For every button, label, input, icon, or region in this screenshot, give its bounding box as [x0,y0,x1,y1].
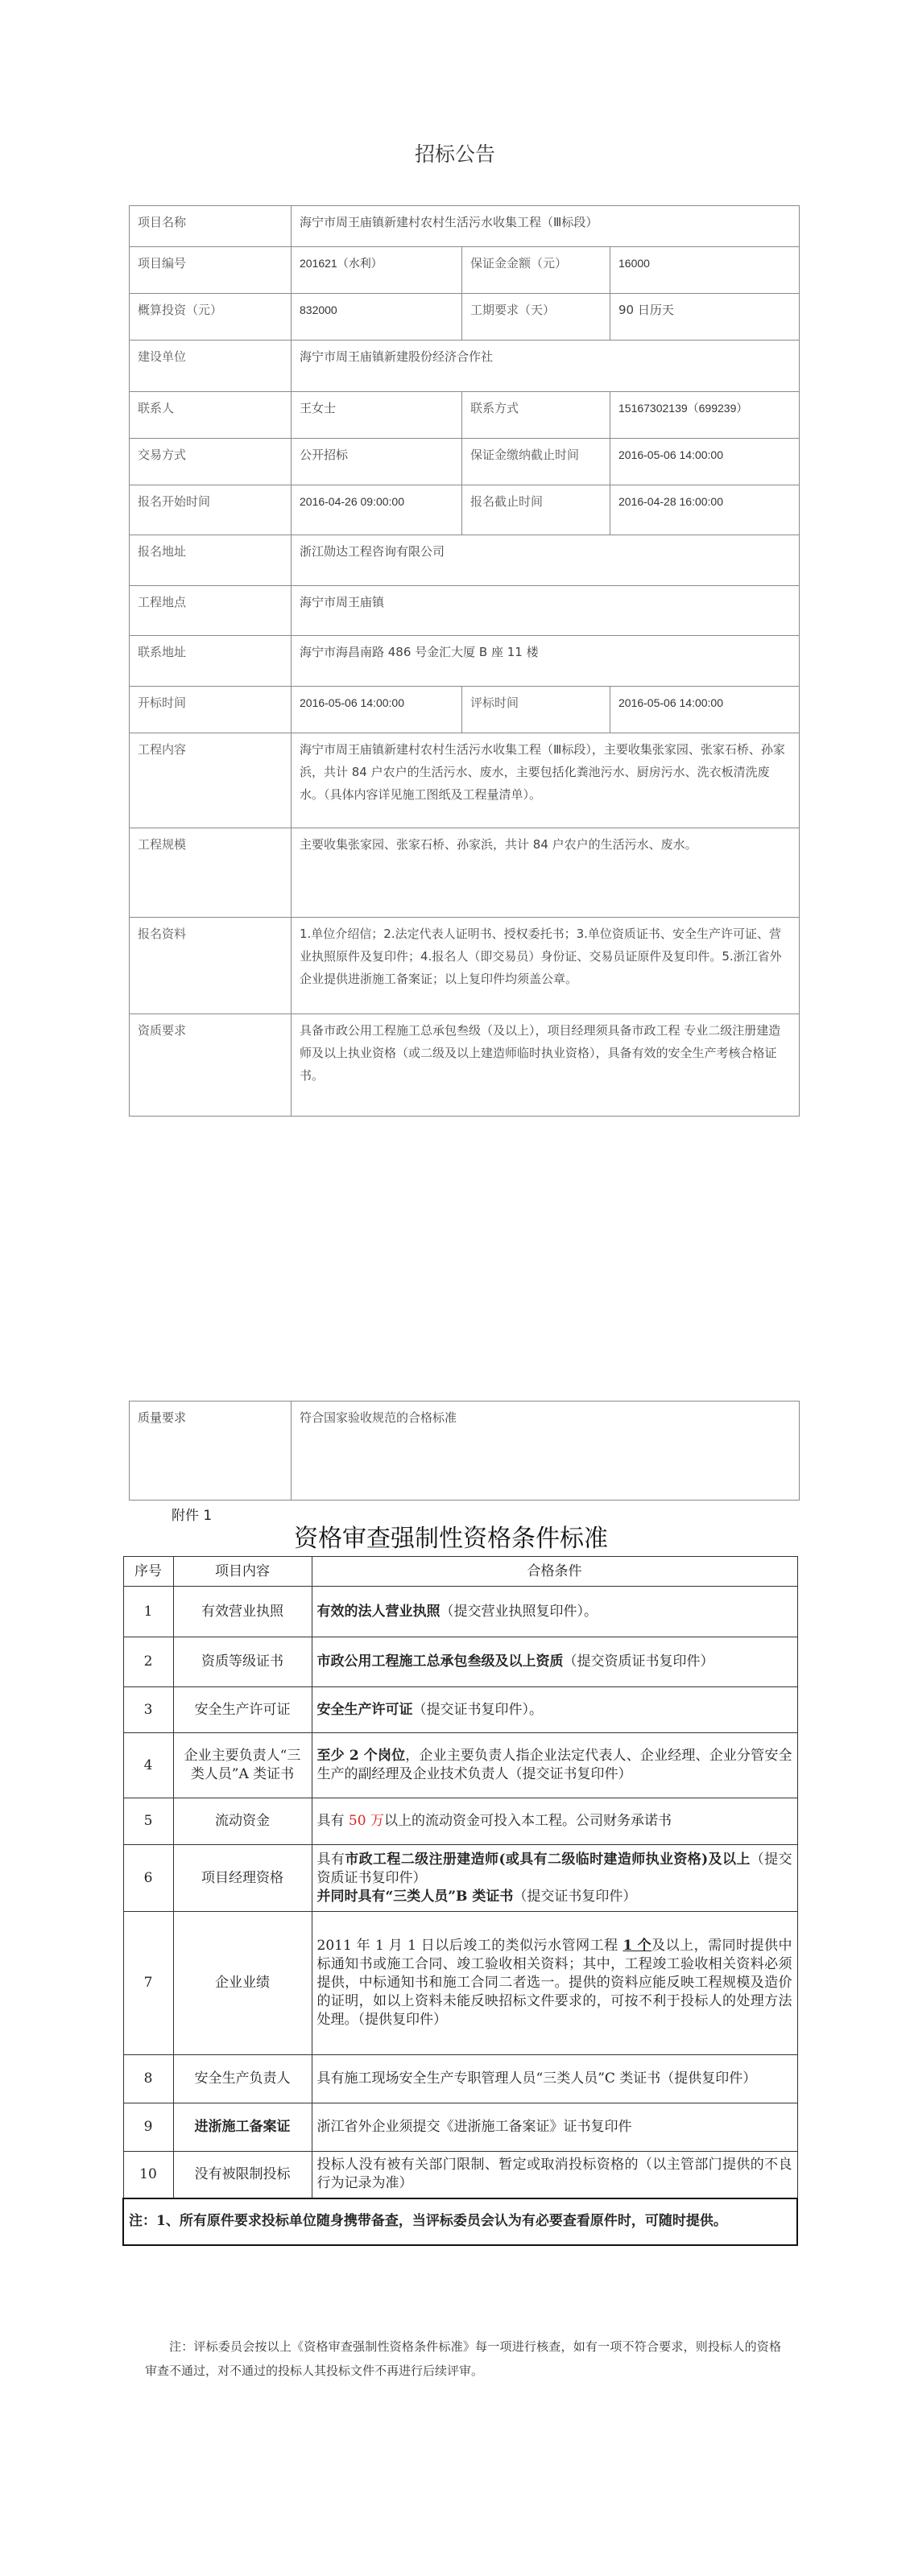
table-row [130,439,800,485]
row-label-2: 报名截止时间 [462,485,610,535]
row-value-2: 15167302139（699239） [610,392,800,439]
table-row [130,294,800,341]
row-label: 报名资料 [130,918,292,1014]
row-no: 7 [123,1912,173,2055]
header-condition: 合格条件 [312,1557,797,1587]
row-condition [312,1637,797,1687]
row-label: 联系地址 [130,636,292,687]
capital-amount: 50 万 [348,1813,384,1829]
row-no: 9 [123,2103,173,2152]
table-note-row [123,2198,797,2245]
row-condition [312,1733,797,1798]
row-value: 主要收集张家园、张家石桥、孙家浜，共计 84 户农户的生活污水、废水。 [292,828,800,918]
table-row [130,535,800,586]
standard-title: 资格审查强制性资格条件标准 [294,1525,608,1553]
row-value: 1.单位介绍信；2.法定代表人证明书、授权委托书；3.单位资质证书、安全生产许可证、营业执照原件及复印件；4.报名人（即交易员）身份证、交易员证原件及复印件。5.浙江省外企业提供进浙施工备案证；以上复印件均须盖公章。 [292,918,800,1014]
row-no: 6 [123,1845,173,1912]
row-item: 流动资金 [173,1798,312,1845]
row-label: 工程内容 [130,733,292,828]
condition-text: 具有 [316,1813,349,1829]
row-label: 报名开始时间 [130,485,292,535]
table-row [123,1798,797,1845]
condition-bold: 市政工程二级注册建造师(或具有二级临时建造师执业资格)及以上 [345,1851,751,1868]
row-value-2: 2016-04-28 16:00:00 [610,485,800,535]
table-row [130,1402,800,1501]
table-row [130,636,800,687]
row-label-2: 保证金金额（元） [462,247,610,294]
table-row [123,1845,797,1912]
table-row [123,1912,797,2055]
attachment-label: 附件 1 [172,1508,213,1524]
row-value: 海宁市海昌南路 486 号金汇大厦 B 座 11 楼 [292,636,800,687]
quality-label: 质量要求 [130,1402,292,1501]
project-count: 1 个 [623,1938,652,1954]
condition-text: 具有 [316,1851,345,1868]
row-label-2: 评标时间 [462,687,610,733]
condition-text: （提交资质证书复印件） [563,1653,714,1670]
row-condition: 浙江省外企业须提交《进浙施工备案证》证书复印件 [312,2103,797,2152]
row-value: 具备市政公用工程施工总承包叁级（及以上），项目经理须具备市政工程 专业二级注册建造师及以上执业资格（或二级及以上建造师临时执业资格），具备有效的安全生产考核合格证书。 [292,1014,800,1117]
table-row [123,2055,797,2103]
table-row [123,1587,797,1637]
row-condition [312,1798,797,1845]
row-label-2: 联系方式 [462,392,610,439]
row-value-2: 16000 [610,247,800,294]
bottom-note: 注：评标委员会按以上《资格审查强制性资格条件标准》每一项进行核查，如有一项不符合要求，则投标人的资格审查不通过，对不通过的投标人其投标文件不再进行后续评审。 [145,2339,781,2378]
quality-table [129,1401,800,1501]
row-label: 项目名称 [130,206,292,247]
row-label: 联系人 [130,392,292,439]
condition-text: （提交证书复印件） [513,1888,637,1905]
row-value: 海宁市周王庙镇新建村农村生活污水收集工程（Ⅲ标段），主要收集张家园、张家石桥、孙家浜，共计 84 户农户的生活污水、废水，主要包括化粪池污水、厨房污水、洗衣板清洗废水。（具体内容详见施工图纸及工程量清单）。 [292,733,800,828]
row-label: 建设单位 [130,341,292,392]
row-value: 公开招标 [292,439,462,485]
table-row [123,1687,797,1733]
table-note: 注：1、所有原件要求投标单位随身携带备查，当评标委员会认为有必要查看原件时，可随时提供。 [123,2198,797,2245]
row-item: 安全生产负责人 [173,2055,312,2103]
row-value: 2016-05-06 14:00:00 [292,687,462,733]
row-label: 交易方式 [130,439,292,485]
row-value: 201621（水利） [292,247,462,294]
table-row [130,586,800,636]
row-no: 2 [123,1637,173,1687]
table-row [130,918,800,1014]
row-item: 安全生产许可证 [173,1687,312,1733]
condition-bold: 安全生产许可证 [316,1701,413,1718]
table-row [123,1637,797,1687]
row-condition [312,1845,797,1912]
row-label: 资质要求 [130,1014,292,1117]
row-no: 3 [123,1687,173,1733]
tender-info-table [129,205,800,1117]
table-row [123,2103,797,2152]
row-condition [312,1912,797,2055]
row-no: 5 [123,1798,173,1845]
row-item: 企业主要负责人“三类人员”A 类证书 [173,1733,312,1798]
table-row [130,828,800,918]
row-value: 海宁市周王庙镇新建村农村生活污水收集工程（Ⅲ标段） [292,206,800,247]
quality-value: 符合国家验收规范的合格标准 [292,1402,800,1501]
row-item: 有效营业执照 [173,1587,312,1637]
table-row [130,485,800,535]
condition-bold: 至少 2 个岗位 [316,1748,406,1764]
row-label: 工程规模 [130,828,292,918]
table-row [130,733,800,828]
table-row [130,687,800,733]
row-label: 工程地点 [130,586,292,636]
row-value-2: 2016-05-06 14:00:00 [610,439,800,485]
row-label-2: 保证金缴纳截止时间 [462,439,610,485]
row-label: 项目编号 [130,247,292,294]
condition-bold: 有效的法人营业执照 [316,1603,441,1620]
row-value: 王女士 [292,392,462,439]
table-row [123,2152,797,2198]
page-title: 招标公告 [414,142,495,166]
row-item: 没有被限制投标 [173,2152,312,2198]
row-no: 4 [123,1733,173,1798]
qualification-standard-table [122,1556,798,2246]
row-value-2: 2016-05-06 14:00:00 [610,687,800,733]
row-item: 资质等级证书 [173,1637,312,1687]
condition-text: （提交证书复印件）。 [412,1701,543,1718]
row-label-2: 工期要求（天） [462,294,610,341]
row-label: 报名地址 [130,535,292,586]
row-value: 832000 [292,294,462,341]
row-label: 概算投资（元） [130,294,292,341]
row-value: 2016-04-26 09:00:00 [292,485,462,535]
table-row [130,1014,800,1117]
row-condition: 投标人没有被有关部门限制、暂定或取消投标资格的（以主管部门提供的不良行为记录为准） [312,2152,797,2198]
condition-text: 及以上，需同时提供中标通知书或施工合同、竣工验收相关资料；其中，工程竣工验收相关资料必须提供，中标通知书和施工合同二者选一。提供的资料应能反映工程规模及造价的证明，如以上资料未能反映招标文件要求的，可按不利于投标人的处理方法处理。（提供复印件） [316,1938,792,2028]
condition-text: （提交营业执照复印件）。 [440,1603,598,1620]
table-row [130,206,800,247]
row-value-2: 90 日历天 [610,294,800,341]
table-row [130,341,800,392]
table-row [123,1733,797,1798]
table-row [130,247,800,294]
row-value: 浙江勋达工程咨询有限公司 [292,535,800,586]
table-row [130,392,800,439]
condition-text: （提交资质证书复印件） [316,1851,792,1886]
condition-text: 2011 年 1 月 1 日以后竣工的类似污水管网工程 [316,1938,623,1954]
header-item: 项目内容 [173,1557,312,1587]
table-header-row [123,1557,797,1587]
row-condition: 具有施工现场安全生产专职管理人员“三类人员”C 类证书（提供复印件） [312,2055,797,2103]
row-value: 海宁市周王庙镇 [292,586,800,636]
row-no: 8 [123,2055,173,2103]
row-condition [312,1687,797,1733]
row-value: 海宁市周王庙镇新建股份经济合作社 [292,341,800,392]
row-condition [312,1587,797,1637]
row-item: 项目经理资格 [173,1845,312,1912]
row-label: 开标时间 [130,687,292,733]
row-item: 进浙施工备案证 [173,2103,312,2152]
condition-bold: 并同时具有“三类人员”B 类证书 [316,1888,514,1905]
row-item: 企业业绩 [173,1912,312,2055]
header-no: 序号 [123,1557,173,1587]
condition-text: ，企业主要负责人指企业法定代表人、企业经理、企业分管安全生产的副经理及企业技术负责人（提交证书复印件） [316,1748,792,1782]
condition-bold: 市政公用工程施工总承包叁级及以上资质 [316,1653,564,1670]
row-no: 1 [123,1587,173,1637]
row-no: 10 [123,2152,173,2198]
condition-text: 以上的流动资金可投入本工程。公司财务承诺书 [383,1813,672,1829]
